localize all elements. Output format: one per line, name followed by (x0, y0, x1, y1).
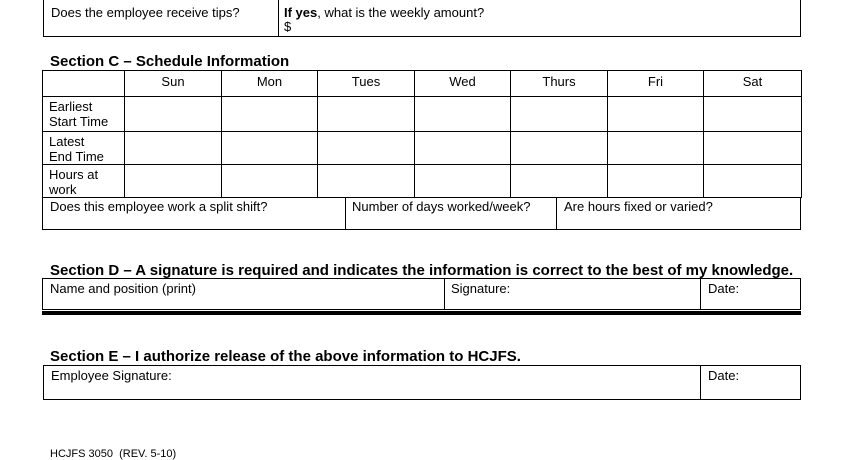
schedule-cell[interactable] (125, 97, 222, 132)
schedule-cell[interactable] (318, 132, 415, 165)
schedule-questions-row (42, 197, 801, 230)
schedule-table (42, 70, 802, 198)
currency-symbol: $ (284, 19, 292, 34)
section-e-title: Section E – I authorize release of the above information to HCJFS. (50, 348, 521, 365)
date-label: Date: (708, 368, 740, 383)
schedule-cell[interactable] (318, 97, 415, 132)
weekly-tips-amount-input[interactable] (296, 19, 786, 34)
schedule-header-row (43, 71, 802, 97)
schedule-row-end-time (43, 132, 802, 165)
schedule-cell[interactable] (415, 165, 511, 198)
hours-fixed-question: Are hours fixed or varied? (564, 199, 713, 214)
schedule-cell[interactable] (608, 97, 704, 132)
day-header-tues: Tues (318, 71, 415, 97)
schedule-cell[interactable] (415, 132, 511, 165)
row-label-line1: Hours at (49, 167, 99, 182)
schedule-cell[interactable] (511, 132, 608, 165)
if-yes-bold: If yes (284, 5, 318, 20)
row-label-line1: Latest (49, 134, 85, 149)
schedule-cell[interactable] (608, 165, 704, 198)
row-label-start-time (43, 97, 125, 132)
row-label-line2: Start Time (49, 114, 109, 129)
split-shift-question: Does this employee work a split shift? (50, 199, 268, 214)
schedule-cell[interactable] (704, 97, 802, 132)
day-header-thurs: Thurs (511, 71, 608, 97)
day-header-fri: Fri (608, 71, 704, 97)
day-header-sat: Sat (704, 71, 802, 97)
section-d-title: Section D – A signature is required and indicates the information is correct to the best of my knowledge. (50, 262, 794, 279)
day-header-sun: Sun (125, 71, 222, 97)
form-id: HCJFS 3050 (REV. 5-10) (50, 448, 177, 460)
row-label-line2: work (49, 182, 77, 197)
schedule-row-start-time (43, 97, 802, 132)
schedule-cell[interactable] (511, 165, 608, 198)
schedule-cell[interactable] (704, 165, 802, 198)
schedule-cell[interactable] (318, 165, 415, 198)
schedule-cell[interactable] (511, 97, 608, 132)
schedule-cell[interactable] (125, 165, 222, 198)
schedule-row-hours (43, 165, 802, 198)
schedule-cell[interactable] (415, 97, 511, 132)
days-worked-question: Number of days worked/week? (352, 199, 531, 214)
date-label: Date: (708, 281, 740, 296)
section-divider (42, 311, 801, 315)
tips-question: Does the employee receive tips? (51, 5, 240, 20)
row-label-end-time (43, 132, 125, 165)
section-c-title: Section C – Schedule Information (50, 53, 290, 70)
employee-signature-label: Employee Signature: (51, 368, 172, 383)
day-header-mon: Mon (222, 71, 318, 97)
schedule-cell[interactable] (222, 132, 318, 165)
row-label-line2: End Time (49, 149, 104, 164)
section-d-box (42, 278, 801, 310)
schedule-corner-cell (43, 71, 125, 97)
schedule-cell[interactable] (125, 132, 222, 165)
tips-amount-label (284, 5, 484, 20)
schedule-cell[interactable] (222, 97, 318, 132)
row-label-hours (43, 165, 125, 198)
schedule-cell[interactable] (222, 165, 318, 198)
if-yes-rest: , what is the weekly amount? (317, 5, 485, 20)
section-e-box (43, 365, 801, 400)
schedule-cell[interactable] (704, 132, 802, 165)
signature-label: Signature: (451, 281, 511, 296)
schedule-cell[interactable] (608, 132, 704, 165)
tips-row (43, 0, 801, 37)
day-header-wed: Wed (415, 71, 511, 97)
row-label-line1: Earliest (49, 99, 93, 114)
name-position-label: Name and position (print) (50, 281, 196, 296)
